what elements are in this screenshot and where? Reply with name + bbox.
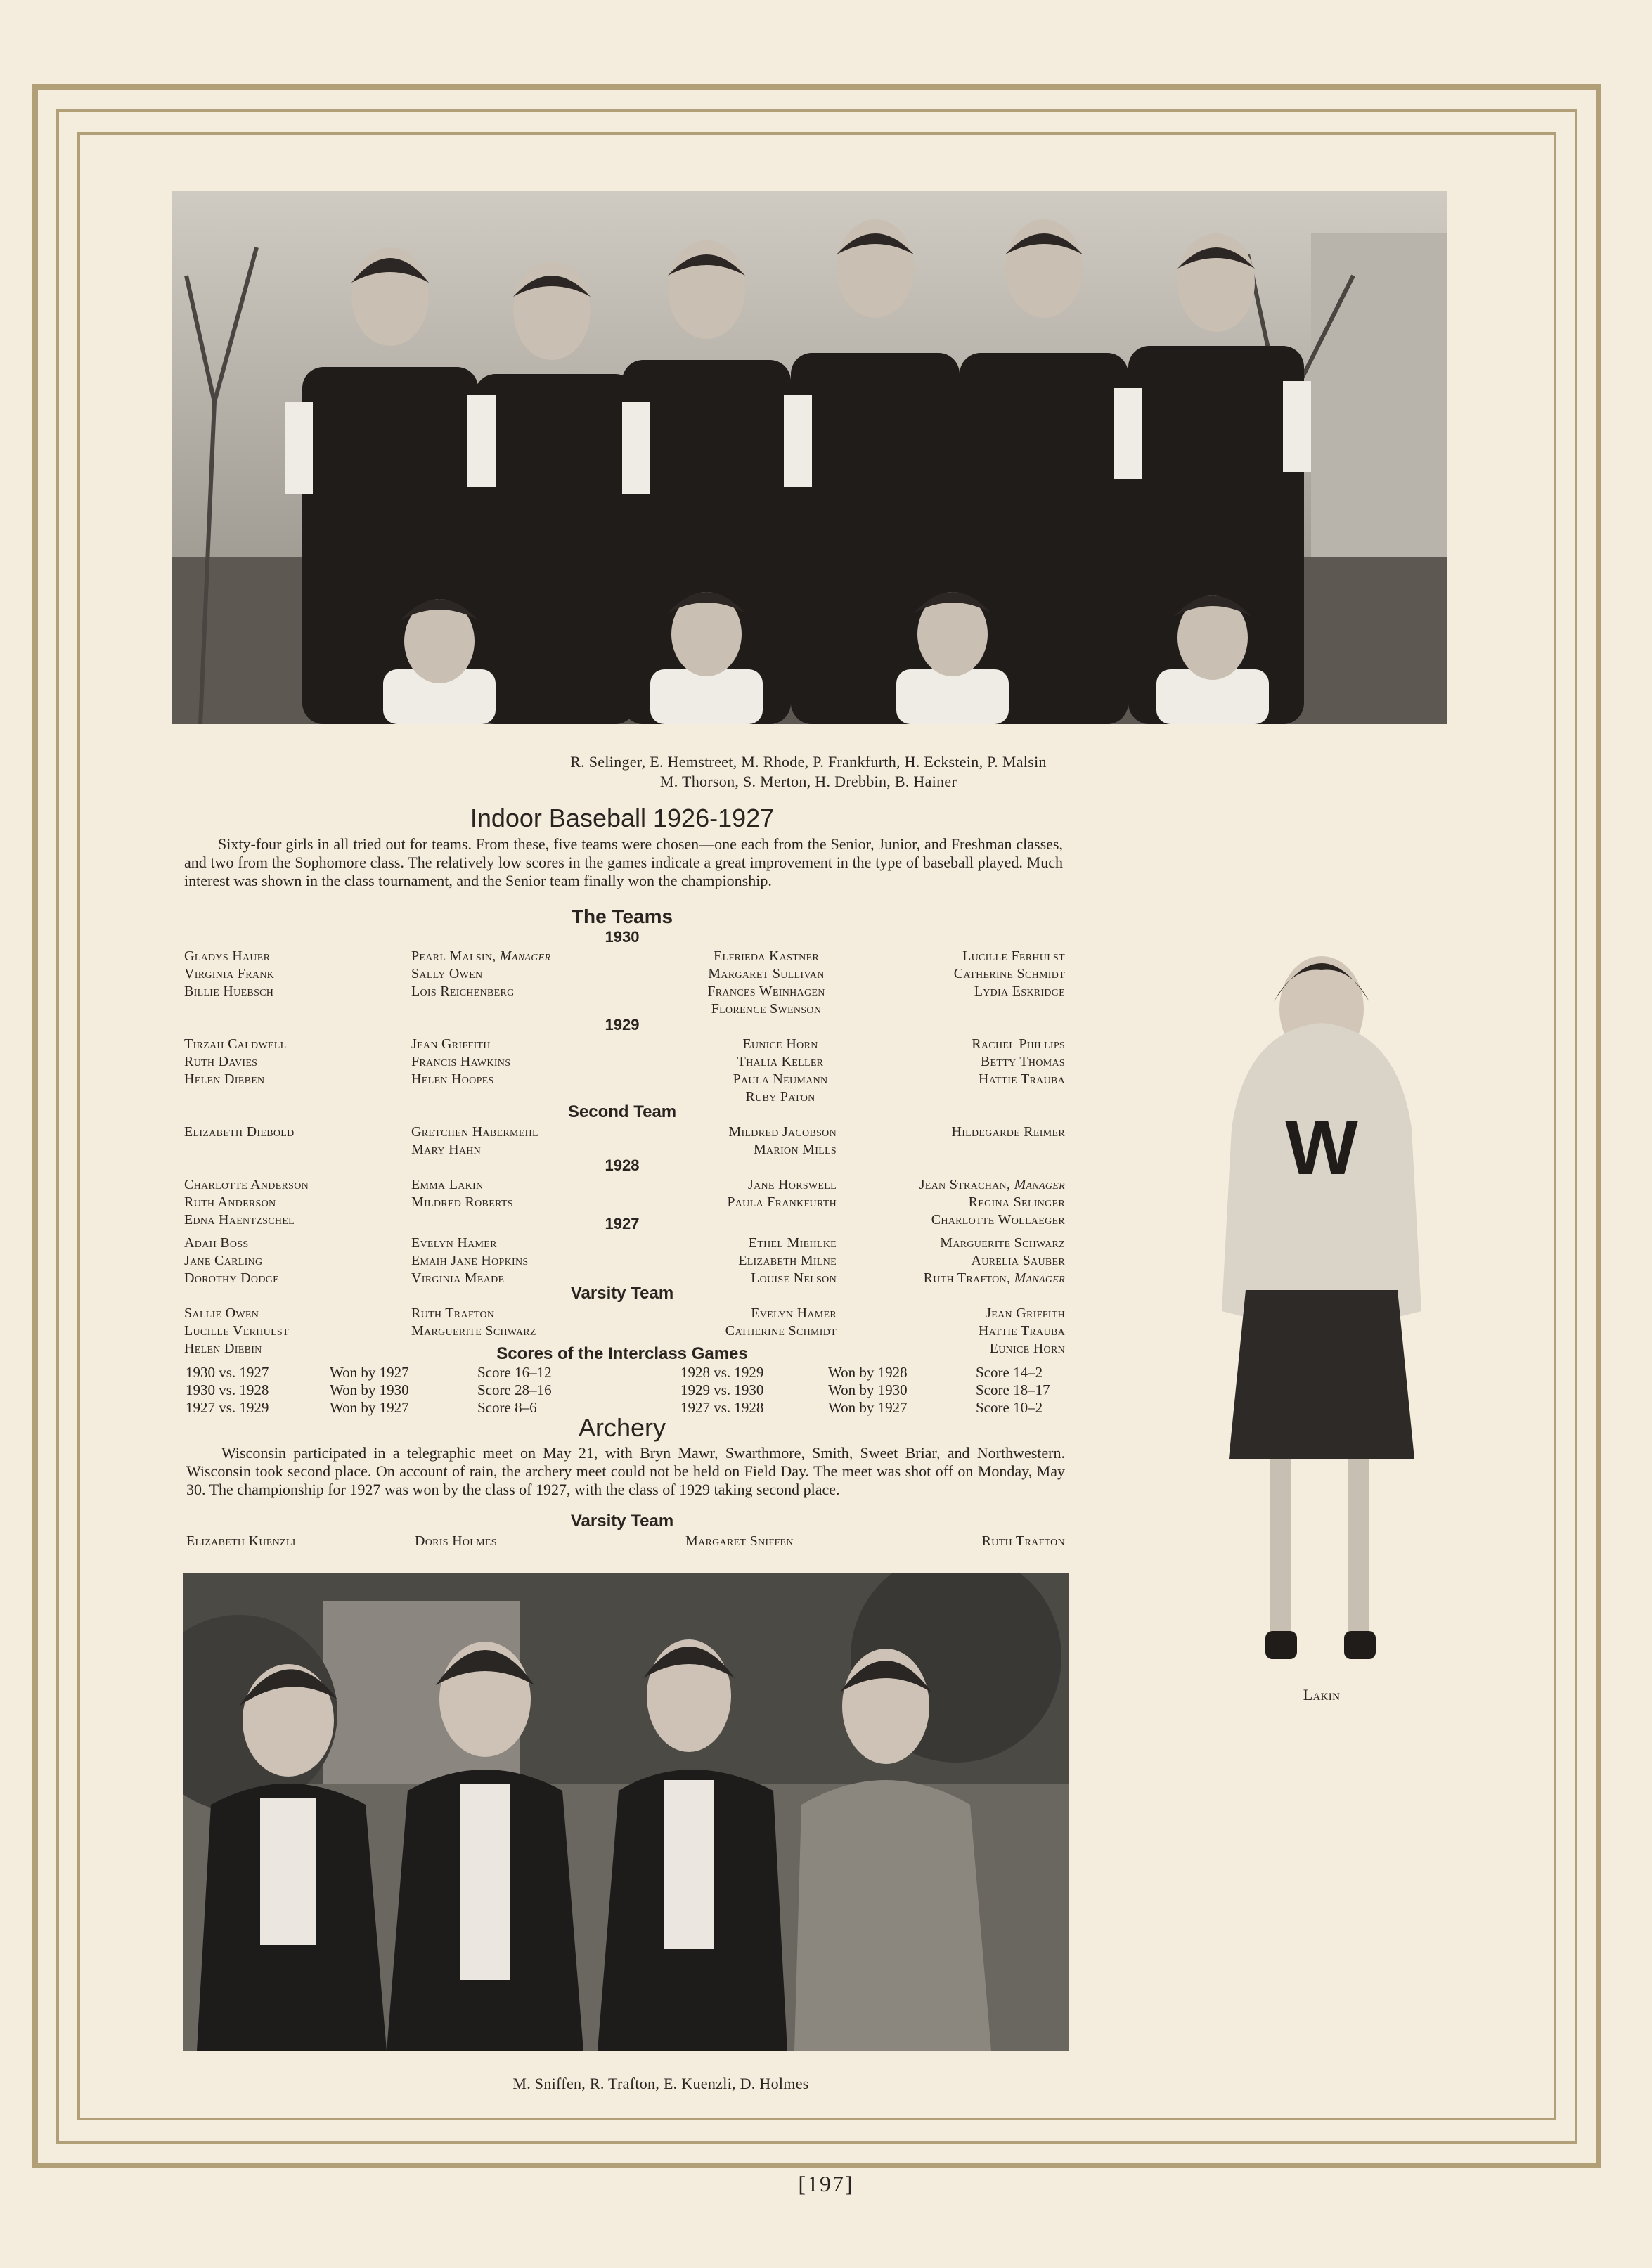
varsity-col-2	[411, 1305, 536, 1340]
caption-line-1: R. Selinger, E. Hemstreet, M. Rhode, P. Frankfurth, H. Eckstein, P. Malsin	[570, 753, 1047, 771]
player-name: Helen Diebin	[184, 1341, 262, 1356]
archery-member: Margaret Sniffen	[685, 1533, 794, 1549]
manager-note: Manager	[1014, 1177, 1065, 1192]
player-name: Paula Neumann	[733, 1071, 828, 1087]
archery-team-photo	[183, 1573, 1069, 2051]
manager-note: Manager	[1014, 1270, 1065, 1286]
team-1928-col-2	[411, 1176, 513, 1211]
player-name: Marguerite Schwarz	[940, 1235, 1065, 1251]
second-team-col-3	[619, 1123, 837, 1159]
score-row: 1927 vs. 1928 Won by 1927 Score 10–2	[680, 1399, 1043, 1416]
team-1927-col-4	[815, 1235, 1065, 1287]
archery-member: Elizabeth Kuenzli	[186, 1533, 296, 1549]
year-1929: 1929	[605, 1016, 640, 1033]
year-1928: 1928	[605, 1156, 640, 1174]
lakin-portrait	[1203, 917, 1440, 1677]
archery-varsity-heading: Varsity Team	[570, 1512, 674, 1531]
player-name: Mary Hahn	[411, 1142, 482, 1157]
player-name: Hildegarde Reimer	[951, 1124, 1065, 1140]
player-name: Betty Thomas	[980, 1054, 1065, 1069]
player-name: Frances Weinhagen	[707, 984, 825, 999]
score-row: 1930 vs. 1927 Won by 1927 Score 16–12	[186, 1364, 552, 1381]
player-name: Lucille Ferhulst	[962, 948, 1065, 964]
sweater-letter: W	[1285, 1104, 1358, 1191]
player-name: Elfrieda Kastner	[713, 948, 820, 964]
team-1928-col-3	[619, 1176, 837, 1211]
player-name: Sally Owen	[411, 966, 483, 981]
player-name: Edna Haentzschel	[184, 1212, 295, 1228]
player-name: Mildred Jacobson	[728, 1124, 837, 1140]
player-name: Ruby Paton	[745, 1089, 815, 1104]
player-name: Elizabeth Diebold	[184, 1124, 295, 1140]
second-team-heading: Second Team	[567, 1102, 677, 1121]
second-team-col-1	[184, 1123, 295, 1141]
team-1930-col-4	[815, 948, 1065, 1000]
player-name: Gretchen Habermehl	[411, 1124, 538, 1140]
player-name: Marion Mills	[753, 1142, 837, 1157]
player-name: Eunice Horn	[742, 1036, 818, 1052]
player-name: Emma Lakin	[411, 1177, 484, 1192]
scores-right	[680, 1364, 1050, 1417]
team-1929-col-4	[815, 1036, 1065, 1088]
player-name: Gladys Hauer	[184, 948, 271, 964]
baseball-title: Indoor Baseball 1926-1927	[470, 804, 775, 832]
player-name: Virginia Frank	[184, 966, 275, 981]
player-name: Tirzah Caldwell	[184, 1036, 287, 1052]
baseball-team-photo	[172, 191, 1447, 724]
second-team-col-2	[411, 1123, 538, 1159]
player-name: Eunice Horn	[989, 1341, 1065, 1356]
team-1929-col-2	[411, 1036, 510, 1088]
player-name: Ruth Anderson	[184, 1194, 276, 1210]
team-1929-col-1	[184, 1036, 286, 1088]
player-name: Helen Hoopes	[411, 1071, 494, 1087]
player-name: Adah Boss	[184, 1235, 249, 1251]
player-name: Jane Carling	[184, 1253, 263, 1268]
archery-paragraph: Wisconsin participated in a telegraphic meet on May 21, with Bryn Mawr, Swarthmore, Smith, Sweet Briar, and Northwestern. Wisconsin took second place. On account of rain, the archery meet could not be held on Field Day. The meet was shot off on Monday, May 30. The championship for 1927 was won by the class of 1927, with the class of 1929 taking second place.	[186, 1444, 1065, 1498]
player-name: Hattie Trauba	[978, 1323, 1065, 1339]
year-1927: 1927	[605, 1215, 640, 1232]
player-name: Paula Frankfurth	[727, 1194, 837, 1210]
player-name: Ethel Miehlke	[748, 1235, 837, 1251]
player-name: Helen Dieben	[184, 1071, 265, 1087]
archery-photo-caption: M. Sniffen, R. Trafton, E. Kuenzli, D. Holmes	[512, 2075, 809, 2092]
year-1930: 1930	[605, 928, 640, 946]
player-name: Florence Swenson	[711, 1001, 822, 1017]
player-name: Francis Hawkins	[411, 1054, 511, 1069]
score-row: 1928 vs. 1929 Won by 1928 Score 14–2	[680, 1364, 1043, 1381]
team-1930-col-2	[411, 948, 550, 1000]
score-row: 1930 vs. 1928 Won by 1930 Score 28–16	[186, 1381, 552, 1398]
second-team-col-4	[815, 1123, 1065, 1141]
player-name: Jean Strachan, Manager	[919, 1177, 1065, 1192]
player-name: Pearl Malsin, Manager	[411, 948, 551, 964]
player-name: Rachel Phillips	[972, 1036, 1065, 1052]
player-name: Charlotte Wollaeger	[931, 1212, 1065, 1228]
varsity-col-3	[619, 1305, 837, 1340]
scores-left	[186, 1364, 552, 1417]
baseball-paragraph: Sixty-four girls in all tried out for teams. From these, five teams were chosen—one each from the Senior, Junior, and Freshman classes, and two from the Sophomore class. The relatively low scores in the games indicate a great improvement in the type of baseball played. Much interest was shown in the class tournament, and the Senior team finally won the championship.	[184, 835, 1063, 889]
lakin-caption: Lakin	[1303, 1686, 1341, 1703]
player-name: Margaret Sullivan	[708, 966, 825, 981]
team-1927-col-1	[184, 1235, 279, 1287]
team-1927-col-3	[619, 1235, 837, 1287]
player-name: Catherine Schmidt	[953, 966, 1065, 981]
player-name: Catherine Schmidt	[725, 1323, 837, 1339]
caption-line-2: M. Thorson, S. Merton, H. Drebbin, B. Hainer	[659, 773, 957, 790]
player-name: Sallie Owen	[184, 1306, 259, 1321]
player-name: Lois Reichenberg	[411, 984, 515, 999]
player-name: Charlotte Anderson	[184, 1177, 309, 1192]
score-row: 1929 vs. 1930 Won by 1930 Score 18–17	[680, 1381, 1050, 1398]
player-name: Jean Griffith	[986, 1306, 1065, 1321]
archery-member: Ruth Trafton	[981, 1533, 1065, 1549]
player-name: Elizabeth Milne	[738, 1253, 837, 1268]
varsity-team-heading: Varsity Team	[570, 1284, 674, 1303]
teams-heading: The Teams	[571, 906, 673, 927]
player-name: Hattie Trauba	[978, 1071, 1065, 1087]
player-name: Jane Horswell	[747, 1177, 837, 1192]
player-name: Lucille Verhulst	[184, 1323, 289, 1339]
player-name: Regina Selinger	[968, 1194, 1065, 1210]
player-name: Thalia Keller	[737, 1054, 824, 1069]
player-name: Ruth Davies	[184, 1054, 258, 1069]
player-name: Evelyn Hamer	[411, 1235, 497, 1251]
player-name: Ruth Trafton, Manager	[923, 1270, 1065, 1286]
player-name: Lydia Eskridge	[974, 984, 1065, 999]
player-name: Evelyn Hamer	[751, 1306, 837, 1321]
page-number: [197]	[798, 2171, 854, 2196]
team-1930-col-1	[184, 948, 274, 1000]
team-1927-col-2	[411, 1235, 529, 1287]
manager-note: Manager	[499, 948, 551, 964]
player-name: Aurelia Sauber	[971, 1253, 1065, 1268]
archery-title: Archery	[578, 1413, 666, 1442]
player-name: Billie Huebsch	[184, 984, 274, 999]
player-name: Emaih Jane Hopkins	[411, 1253, 529, 1268]
player-name: Jean Griffith	[411, 1036, 491, 1052]
player-name: Virginia Meade	[411, 1270, 505, 1286]
archery-member: Doris Holmes	[415, 1533, 497, 1549]
player-name: Marguerite Schwarz	[411, 1323, 536, 1339]
scores-heading: Scores of the Interclass Games	[496, 1344, 748, 1363]
team-photo-caption	[351, 752, 1265, 792]
score-row: 1927 vs. 1929 Won by 1927 Score 8–6	[186, 1399, 537, 1416]
player-name: Louise Nelson	[751, 1270, 837, 1286]
player-name: Dorothy Dodge	[184, 1270, 280, 1286]
player-name: Ruth Trafton	[411, 1306, 495, 1321]
player-name: Mildred Roberts	[411, 1194, 513, 1210]
